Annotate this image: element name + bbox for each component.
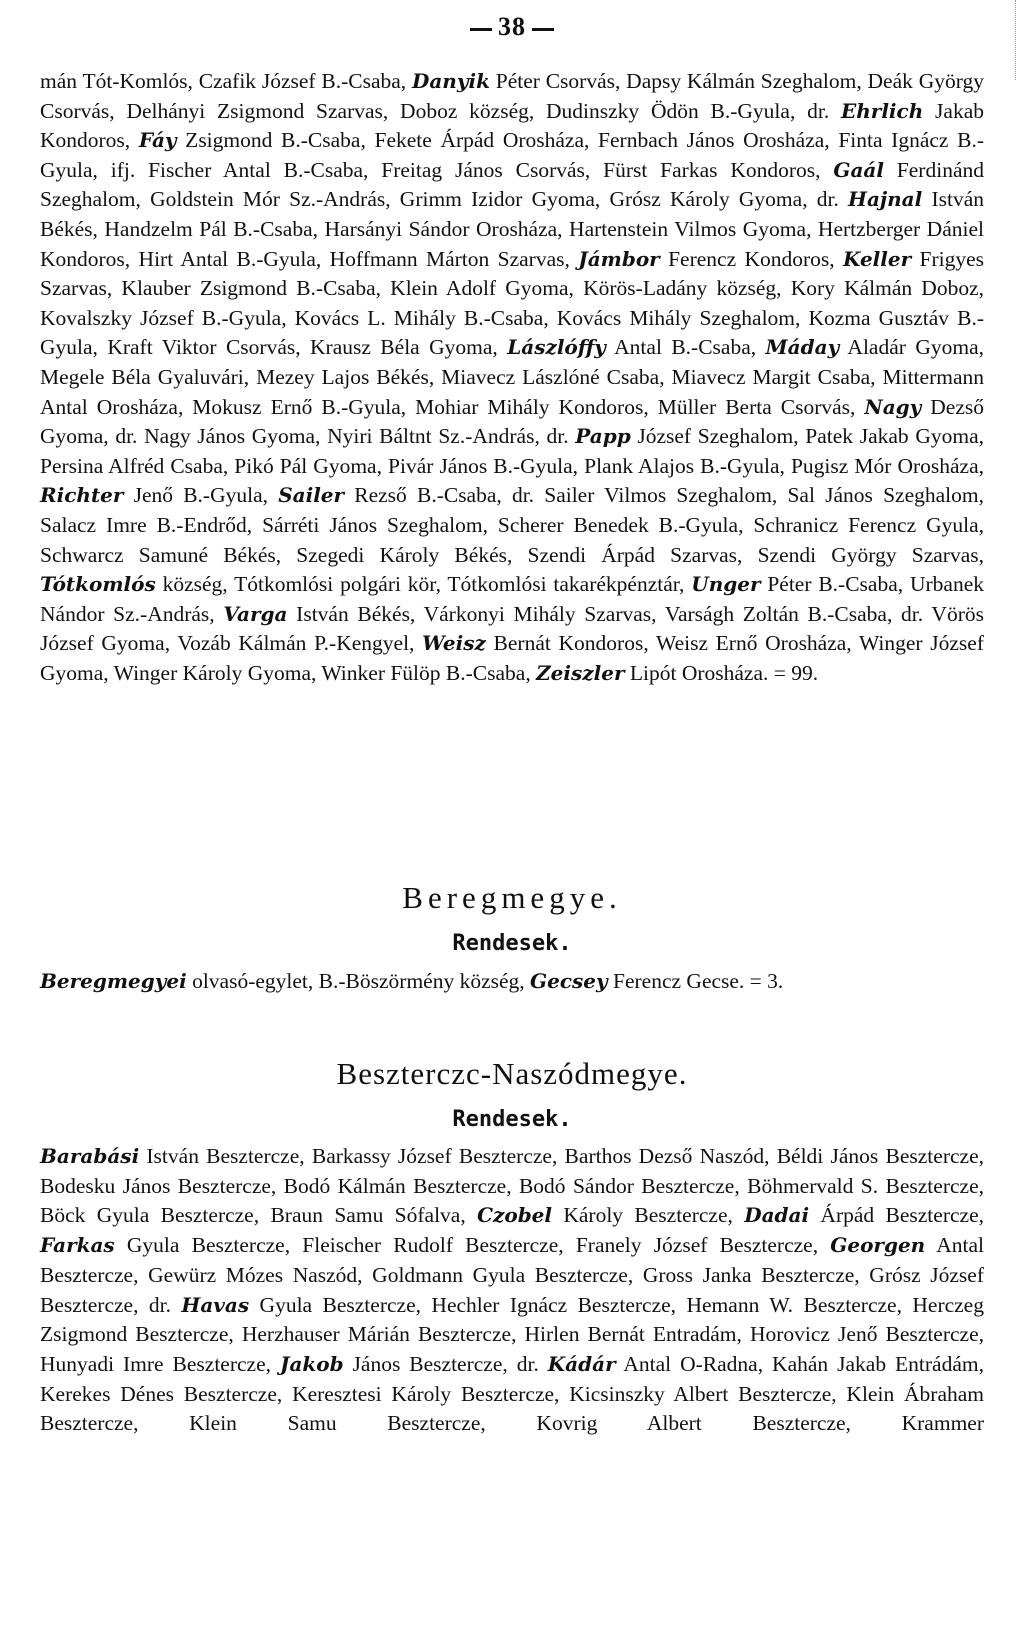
emphasized-name: Fáy [138, 128, 177, 153]
emphasized-name: Jámbor [578, 246, 660, 271]
emphasized-name: Gaál [833, 157, 884, 182]
text-run: István Békés, Várkonyi Mihály Szarvas, Varságh Zoltán B.-Csaba, dr. Vörös József Gyoma, Vozáb Kálmán P.-Kengyel, [40, 601, 984, 656]
emphasized-name: Hajnal [848, 187, 923, 212]
member-list-bereg [40, 967, 984, 997]
text-run: olvasó-egylet, B.-Böszörmény község, [186, 969, 531, 993]
text-run: Péter B.-Csaba, Urbanek Nándor Sz.-András, [40, 572, 984, 626]
paragraph [40, 1142, 984, 1439]
dash-right [532, 28, 554, 31]
text-run: Rezső B.-Csaba, dr. Sailer Vilmos Szeghalom, Sal János Szeghalom, Salacz Imre B.-Endrőd, Sárréti János Szeghalom, Scherer Benedek B.-Gyula, Schranicz Ferencz Gyula, Schwarcz Samuné Békés, Szegedi Károly Békés, Szendi Árpád Szarvas, Szendi György Szarvas, [40, 483, 984, 567]
text-run: István Békés, Handzelm Pál B.-Csaba, Harsányi Sándor Orosháza, Hartenstein Vilmos Gyoma, Hertzberger Dániel Kondoros, Hirt Antal B.-Gyula, Hoffmann Márton Szarvas, [40, 187, 984, 271]
emphasized-name: Jakob [279, 1351, 344, 1376]
emphasized-name: Farkas [40, 1233, 115, 1258]
emphasized-name: Keller [843, 246, 912, 271]
emphasized-name: Richter [40, 483, 124, 508]
text-run: mán Tót-Komlós, Czafik József B.-Csaba, [40, 69, 412, 93]
text-run: István Besztercze, Barkassy József Besztercze, Barthos Dezső Naszód, Béldi János Besztercze, Bodesku János Besztercze, Bodó Kálmán Besztercze, Bodó Sándor Besztercze, Böhmervald S. Besztercze, Böck Gyula Besztercze, Braun Samu Sófalva, [40, 1144, 984, 1228]
emphasized-name: Ehrlich [841, 98, 924, 123]
text-run: Zsigmond B.-Csaba, Fekete Árpád Orosháza, Fernbach János Orosháza, Finta Ignácz B.-Gyula, ifj. Fischer Antal B.-Csaba, Freitag János Csorvás, Fürst Farkas Kondoros, [40, 128, 984, 182]
emphasized-name: Weisz [422, 631, 486, 656]
text-run: Aladár Gyoma, Megele Béla Gyaluvári, Mezey Lajos Békés, Miavecz Lászlóné Csaba, Miavecz Margit Csaba, Mittermann Antal Orosháza, Mokusz Ernő B.-Gyula, Mohiar Mihály Kondoros, Müller Berta Csorvás, [40, 335, 984, 419]
county-heading-besztercze: Beszterczc-Naszódmegye. [336, 1056, 688, 1091]
text-run: Lipót Orosháza. = 99. [624, 660, 819, 685]
text-run: János Besztercze, dr. [343, 1351, 548, 1376]
text-run: Jakab Kondoros, [40, 98, 985, 153]
emphasized-name: Barabási [40, 1144, 140, 1168]
county-heading-bereg: Beregmegye. [402, 880, 622, 915]
emphasized-name: Georgen [830, 1233, 926, 1258]
text-run: Péter Csorvás, Dapsy Kálmán Szeghalom, Deák György Csorvás, Delhányi Zsigmond Szarvas, Doboz község, Dudinszky Ödön B.-Gyula, dr. [40, 69, 984, 123]
text-run: Ferdinánd Szeghalom, Goldstein Mór Sz.-András, Grimm Izidor Gyoma, Grósz Károly Gyoma, dr. [40, 157, 984, 212]
text-run: Dezső Gyoma, dr. Nagy János Gyoma, Nyiri Báltnt Sz.-András, dr. [40, 394, 984, 449]
text-run: Árpád Besztercze, [809, 1203, 984, 1228]
emphasized-name: Papp [575, 424, 631, 449]
section-heading-rendesek: Rendesek. [452, 1107, 572, 1132]
emphasized-name: Kádár [547, 1351, 616, 1376]
member-list-bekes [40, 67, 984, 688]
page-number-text: 38 [498, 12, 526, 41]
emphasized-name: Havas [181, 1292, 250, 1317]
emphasized-name: Dadai [744, 1203, 810, 1228]
text-run: Jenő B.-Gyula, [123, 483, 279, 508]
emphasized-name: Sailer [278, 483, 345, 508]
text-run: József Szeghalom, Patek Jakab Gyoma, Persina Alfréd Csaba, Pikó Pál Gyoma, Pivár János B.-Gyula, Plank Alajos B.-Gyula, Pugisz Mór Orosháza, [40, 424, 984, 478]
paragraph [40, 967, 984, 997]
text-run: Antal B.-Csaba, [605, 335, 766, 360]
text-run: Frigyes Szarvas, Klauber Zsigmond B.-Csaba, Klein Adolf Gyoma, Körös-Ladány község, Kory Kálmán Doboz, Kovalszky József B.-Gyula, Kovács L. Mihály B.-Csaba, Kovács Mihály Szeghalom, Kozma Gusztáv B.-Gyula, Kraft Viktor Csorvás, Krausz Béla Gyoma, [40, 246, 985, 360]
page-number [0, 12, 1024, 42]
emphasized-name: Nagy [864, 394, 922, 419]
text-run: község, Tótkomlósi polgári kör, Tótkomlósi takarékpénztár, [155, 572, 692, 597]
emphasized-name: Varga [223, 601, 288, 626]
emphasized-name: Czobel [477, 1203, 552, 1228]
text-run: Antal O-Radna, Kahán Jakab Entrádám, Kerekes Dénes Besztercze, Keresztesi Károly Besztercze, Kicsinszky Albert Besztercze, Klein Ábraham Besztercze, Klein Samu Besztercze, Kovrig Albert Besztercze, Krammer [40, 1351, 984, 1436]
emphasized-name: Danyik [412, 69, 490, 93]
emphasized-name: Gecsey [530, 969, 608, 993]
emphasized-name: Máday [765, 335, 840, 360]
text-run: Ferencz Gecse. = 3. [607, 969, 784, 993]
text-run: Bernát Kondoros, Weisz Ernő Orosháza, Winger József Gyoma, Winger Károly Gyoma, Winker Fülöp B.-Csaba, [40, 631, 984, 685]
text-run: Gyula Besztercze, Hechler Ignácz Besztercze, Hemann W. Besztercze, Herczeg Zsigmond Besztercze, Herzhauser Márián Besztercze, Hirlen Bernát Entradám, Horovicz Jenő Besztercze, Hunyadi Imre Besztercze, [40, 1292, 984, 1376]
text-run: Gyula Besztercze, Fleischer Rudolf Besztercze, Franely József Besztercze, [114, 1233, 831, 1258]
text-run: Antal Besztercze, Gewürz Mózes Naszód, Goldmann Gyula Besztercze, Gross Janka Besztercze, Grósz József Besztercze, dr. [40, 1233, 984, 1317]
emphasized-name: Zeiszler [536, 660, 625, 685]
emphasized-name: Tótkomlós [40, 572, 156, 597]
member-list-besztercze [40, 1142, 984, 1439]
emphasized-name: Unger [691, 572, 761, 597]
text-run: Ferencz Kondoros, [659, 246, 844, 271]
section-heading-rendesek: Rendesek. [452, 931, 572, 956]
emphasized-name: Beregmegyei [40, 969, 187, 993]
paragraph [40, 67, 984, 688]
text-run: Károly Besztercze, [552, 1203, 745, 1228]
dash-left [470, 28, 492, 31]
emphasized-name: Lászlóffy [507, 335, 606, 360]
